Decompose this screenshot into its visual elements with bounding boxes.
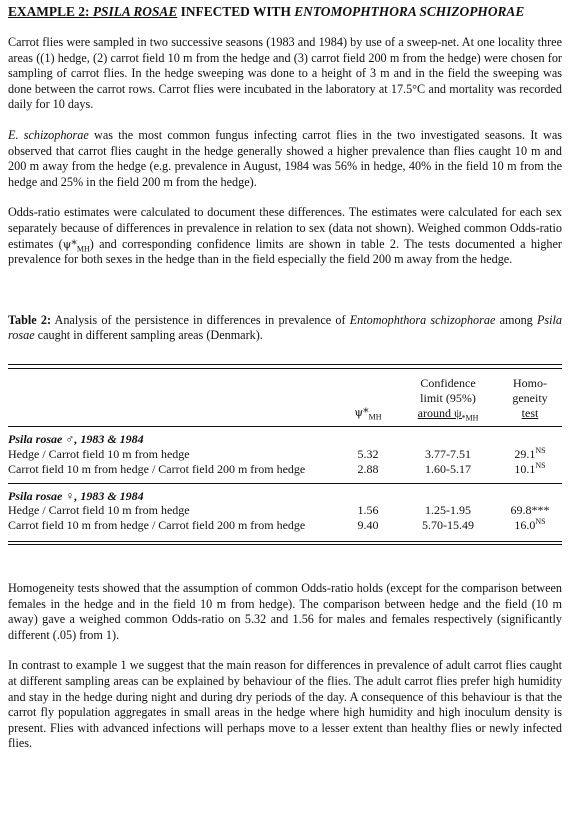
table-caption-label: Table 2:: [8, 312, 52, 327]
row-label: Carrot field 10 m from hedge / Carrot field 200 m from hedge: [8, 461, 306, 476]
paragraph-behaviour: In contrast to example 1 we suggest that the main reason for differences in prevalence of adult carrot flies caught at different sampling areas can be explained by behaviour of the flies. The adult carrot flies prefer high humidity and stay in the hedge during night and during dry periods of the day. A consequence of this behaviour is that the carrot fly population aggregates in small areas in the hedge where high humidity and high inoculum density is present. Flies with advanced infections will perhaps move to a lesser extent than healthy flies or newly infected flies.: [8, 658, 562, 751]
table-row: [8, 503, 562, 518]
results-table: [8, 364, 562, 545]
table-row: [8, 447, 562, 462]
group-title-row: [8, 483, 562, 503]
row-het-sup: NS: [535, 517, 546, 527]
header-het-line2: geneity: [512, 390, 548, 405]
title-middle: INFECTED WITH: [177, 4, 295, 19]
header-ci-line2: limit (95%): [420, 390, 476, 405]
row-het-sup: NS: [535, 446, 546, 456]
header-label: [8, 376, 338, 420]
group-title-male: Psila rosae ♂, 1983 & 1984: [8, 432, 144, 447]
species-italic: E. schizophorae: [8, 127, 89, 142]
header-psi-symbol: ψ*: [354, 405, 369, 419]
row-het-value: 10.1: [514, 461, 536, 476]
psi-symbol: ψ*: [62, 237, 77, 251]
caption-text-a: Analysis of the persistence in differences in prevalence of: [51, 312, 350, 327]
row-psi: 1.56: [357, 503, 379, 518]
row-psi: 5.32: [357, 447, 379, 462]
odds-ratio-text-a: Odds-ratio estimates were calculated to document these differences. The estimates were calculated for each sex separately because of differences in prevalence in relation to sex (data not shown). Weighed common Odds-ratio estimates (: [8, 205, 562, 251]
row-het: [498, 447, 562, 462]
document-page: [8, 3, 562, 752]
row-ci: 3.77-7.51: [425, 447, 471, 462]
table-header-row: [8, 376, 562, 420]
table-top-rule-2: [8, 368, 562, 376]
row-psi: 2.88: [357, 461, 379, 476]
header-psi: [338, 376, 398, 420]
row-label: Carrot field 10 m from hedge / Carrot field 200 m from hedge: [8, 518, 306, 533]
row-psi: 9.40: [357, 518, 379, 533]
paragraph-homogeneity: Homogeneity tests showed that the assumption of common Odds-ratio holds (except for the comparison between females in the hedge and in the field 10 m from hedge). The comparison between hedge and the field (10 m away) gave a weighed common Odds-ratio on 5.32 and 1.56 for males and females respectively (significantly different (.05) from 1).: [8, 581, 562, 642]
row-het-sup: NS: [535, 460, 546, 470]
row-het: [498, 518, 562, 533]
table-bottom-rule: [8, 533, 562, 542]
header-ci-text: around ψ: [417, 405, 462, 420]
paragraph-prevalence-text: was the most common fungus infecting carrot flies in the two investigated seasons. It was observed that carrot flies caught in the hedge generally showed a higher prevalence than flies caught 10 m and 200 m away from the hedge (e.g. prevalence in August, 1984 was 56% in hedge, 40% in the field 10 m from the hedge and 25% in the field 200 m from the hedge).: [8, 127, 562, 189]
row-label: Hedge / Carrot field 10 m from hedge: [8, 447, 190, 462]
psi-subscript: MH: [76, 243, 90, 253]
header-ci-line1: Confidence: [420, 375, 476, 390]
paragraph-odds-ratio: [8, 205, 562, 267]
group-title-female: Psila rosae ♀, 1983 & 1984: [8, 488, 144, 503]
table-row: [8, 518, 562, 533]
table-caption: [8, 313, 562, 344]
table-row: [8, 462, 562, 477]
header-het-line1: Homo-: [513, 375, 547, 390]
row-ci: 1.25-1.95: [425, 503, 471, 518]
caption-italic-a: Entomophthora schizophorae: [349, 312, 496, 327]
row-het: [498, 462, 562, 477]
row-het-value: 69.8***: [510, 503, 550, 518]
row-label: Hedge / Carrot field 10 m from hedge: [8, 503, 190, 518]
caption-text-b: among: [495, 312, 537, 327]
row-ci: 1.60-5.17: [425, 461, 471, 476]
header-ci-sub: *MH: [461, 412, 479, 422]
title-species: PSILA ROSAE: [92, 4, 178, 19]
header-homogeneity: [498, 376, 562, 420]
header-ci-line3: [398, 406, 498, 421]
paragraph-sampling: Carrot flies were sampled in two successive seasons (1983 and 1984) by use of a sweep-net. At one locality three areas ((1) hedge, (2) carrot field 10 m from the hedge and (3) carrot field 200 m from the hedge) were chosen for sampling of carrot flies. In the hedge sweeping was done to a height of 3 m and in the field the sweeping was done between the carrot rows. Carrot flies were incubated in the laboratory at 17.5°C and mortality was recorded daily for 10 days.: [8, 35, 562, 112]
header-psi-sub: MH: [368, 411, 382, 421]
example-title: [8, 3, 562, 21]
header-het-line3: test: [521, 405, 539, 420]
caption-text-c: caught in different sampling areas (Denmark).: [34, 328, 263, 343]
row-het-value: 29.1: [514, 447, 536, 462]
title-pathogen: ENTOMOPHTHORA SCHIZOPHORAE: [294, 4, 525, 19]
row-ci: 5.70-15.49: [422, 518, 474, 533]
caption-italic-b: Psila rosae: [8, 312, 562, 343]
paragraph-prevalence: [8, 128, 562, 190]
header-confidence: [398, 376, 498, 420]
odds-ratio-text-b: ) and corresponding confidence limits are shown in table 2. The tests documented a higher prevalence for both sexes in the hedge than in the field especially the field 200 m away from the hedge.: [8, 236, 562, 267]
group-title-row: [8, 427, 562, 447]
row-het: [498, 503, 562, 518]
title-prefix: EXAMPLE 2:: [8, 4, 93, 19]
row-het-value: 16.0: [514, 518, 536, 533]
